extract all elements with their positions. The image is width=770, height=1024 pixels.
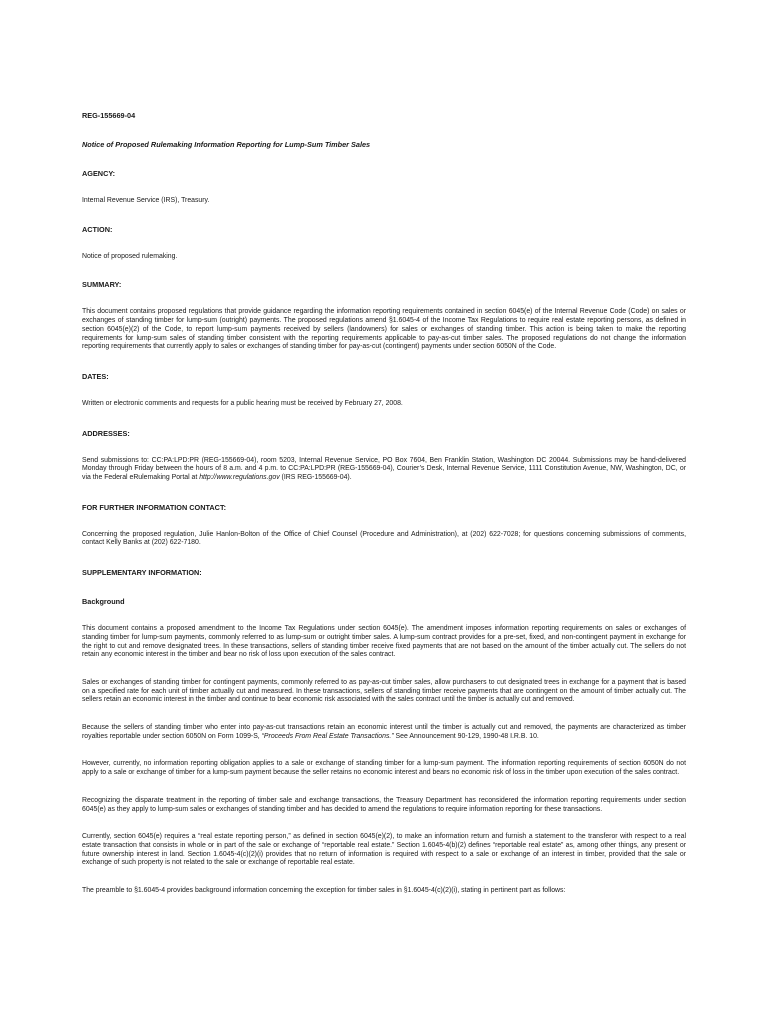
dates-heading: DATES:	[82, 371, 109, 381]
dates-text: Written or electronic comments and requests for a public hearing must be received by February 27, 2008.	[82, 399, 403, 407]
document-title: Notice of Proposed Rulemaking Information Reporting for Lump-Sum Timber Sales	[82, 140, 371, 149]
background-paragraph-4: However, currently, no information reporting obligation applies to a sale or exchange of standing timber for a lump-sum payment. The information reporting requirements of section 6050N do not apply to a sale or exchange of timber for a lump-sum payment because the seller retains no economic interest and bears no economic risk of loss in the timber upon execution of the sales contract.	[82, 760, 686, 777]
background-paragraph-1: This document contains a proposed amendment to the Income Tax Regulations under section 6045(e). The amendment imposes information reporting requirements on sales or exchanges of standing timber for lump-sum payments, commonly referred to as lump-sum or outright timber sales. A lump-sum contract provides for a pre-set, fixed, and non-contingent payment in exchange for the right to cut and remove designated trees. In these transactions, sellers of standing timber receive fixed payments that are not based on the amount of the timber actually cut. The sellers do not retain any economic interest in the timber and bear no risk of loss upon execution of the sales contract.	[82, 625, 686, 659]
addresses-text-main: Send submissions to: CC:PA:LPD:PR (REG-155669-04), room 5203, Internal Revenue Service, PO Box 7604, Ben Franklin Station, Washington DC 20044. Submissions may be hand-delivered Monday through Friday between the hours of 8 a.m. and 4 p.m. to CC:PA:LPD:PR (REG-155669-04), Courier’s Desk, Internal Revenue Service, 1111 Constitution Avenue, NW, Washington, DC, or via the Federal eRulemaking Portal at	[82, 456, 686, 482]
form-title-italic: “Proceeds From Real Estate Transactions.”	[261, 732, 394, 740]
summary-heading: SUMMARY:	[82, 280, 122, 290]
document-page	[82, 111, 686, 896]
action-text: Notice of proposed rulemaking.	[82, 252, 178, 260]
agency-text: Internal Revenue Service (IRS), Treasury.	[82, 197, 210, 204]
document-id: REG-155669-04	[82, 111, 136, 120]
addresses-text	[82, 457, 686, 483]
addresses-text-tail: (IRS REG-155669-04).	[279, 474, 352, 482]
summary-text: This document contains proposed regulations that provide guidance regarding the information reporting requirements contained in section 6045(e) of the Internal Revenue Code (Code) on sales or exchanges of standing timber for lump-sum (outright) payments. The proposed regulations amend §1.6045-4 of the Income Tax Regulations to require real estate reporting persons, as defined in section 6045(e)(2) of the Code, to report lump-sum payments received by sellers (landowners) for sales or exchanges of standing timber. This action is being taken to make the reporting requirements for lump-sum sales of standing timber consistent with the reporting requirements applicable to pay-as-cut timber sales. The proposed regulations do not change the information reporting requirements that currently apply to sales or exchanges of standing timber for pay-as-cut (contingent) payments under section 6050N of the Code.	[82, 308, 686, 351]
regulations-portal-link[interactable]: http://www.regulations.gov	[199, 474, 280, 482]
supplementary-heading: SUPPLEMENTARY INFORMATION:	[82, 568, 202, 578]
action-heading: ACTION:	[82, 224, 113, 234]
contact-text: Concerning the proposed regulation, Julie Hanlon-Bolton of the Office of Chief Counsel (Procedure and Administration), at (202) 622-7028; for questions concerning submissions of comments, contact Kelly Banks at (202) 622-7180.	[82, 530, 686, 547]
agency-heading: AGENCY:	[82, 169, 116, 178]
background-paragraph-2: Sales or exchanges of standing timber for contingent payments, commonly referred to as pay-as-cut timber sales, allow purchasers to cut designated trees in exchange for a payment that is based on a specified rate for each unit of timber actually cut and measured. In these transactions, sellers of standing timber receive payments that are contingent on the amount of timber actually cut. The sellers retain an economic interest in the timber and continue to bear economic risk associated with the sales contract until the timber is actually cut and removed.	[82, 678, 686, 704]
contact-heading: FOR FURTHER INFORMATION CONTACT:	[82, 502, 227, 512]
paragraph-3-main: Because the sellers of standing timber who enter into pay-as-cut transactions retain an economic interest until the timber is actually cut and removed, the payments are characterized as timber royalties reportable under section 6050N on Form 1099-S,	[82, 724, 686, 740]
addresses-heading: ADDRESSES:	[82, 428, 130, 438]
background-heading: Background	[82, 597, 125, 607]
background-paragraph-7: The preamble to §1.6045-4 provides background information concerning the exception for timber sales in §1.6045-4(c)(2)(i), stating in pertinent part as follows:	[82, 887, 566, 895]
background-paragraph-6: Currently, section 6045(e) requires a “real estate reporting person,” as defined in section 6045(e)(2), to make an information return and furnish a statement to the transferor with respect to a real estate transaction that consists in whole or in part of the sale or exchange of “reportable real estate.” Section 1.6045-4(b)(2) defines “reportable real estate” as, among other things, any present or future ownership interest in land. Section 1.6045-4(c)(2)(i) provides that no return of information is required with respect to a sale or exchange of an interest in timber, provided that the sale or exchange of such property is not related to the sale or exchange of reportable real estate.	[82, 833, 686, 867]
background-paragraph-5: Recognizing the disparate treatment in the reporting of timber sale and exchange transactions, the Treasury Department has reconsidered the information reporting requirements under section 6045(e) as they apply to lump-sum sales or exchanges of standing timber and has decided to amend the regulations to require information reporting for these transactions.	[82, 796, 686, 813]
paragraph-3-tail: See Announcement 90-129, 1990-48 I.R.B. 10.	[393, 732, 539, 740]
background-paragraph-3	[82, 724, 686, 741]
